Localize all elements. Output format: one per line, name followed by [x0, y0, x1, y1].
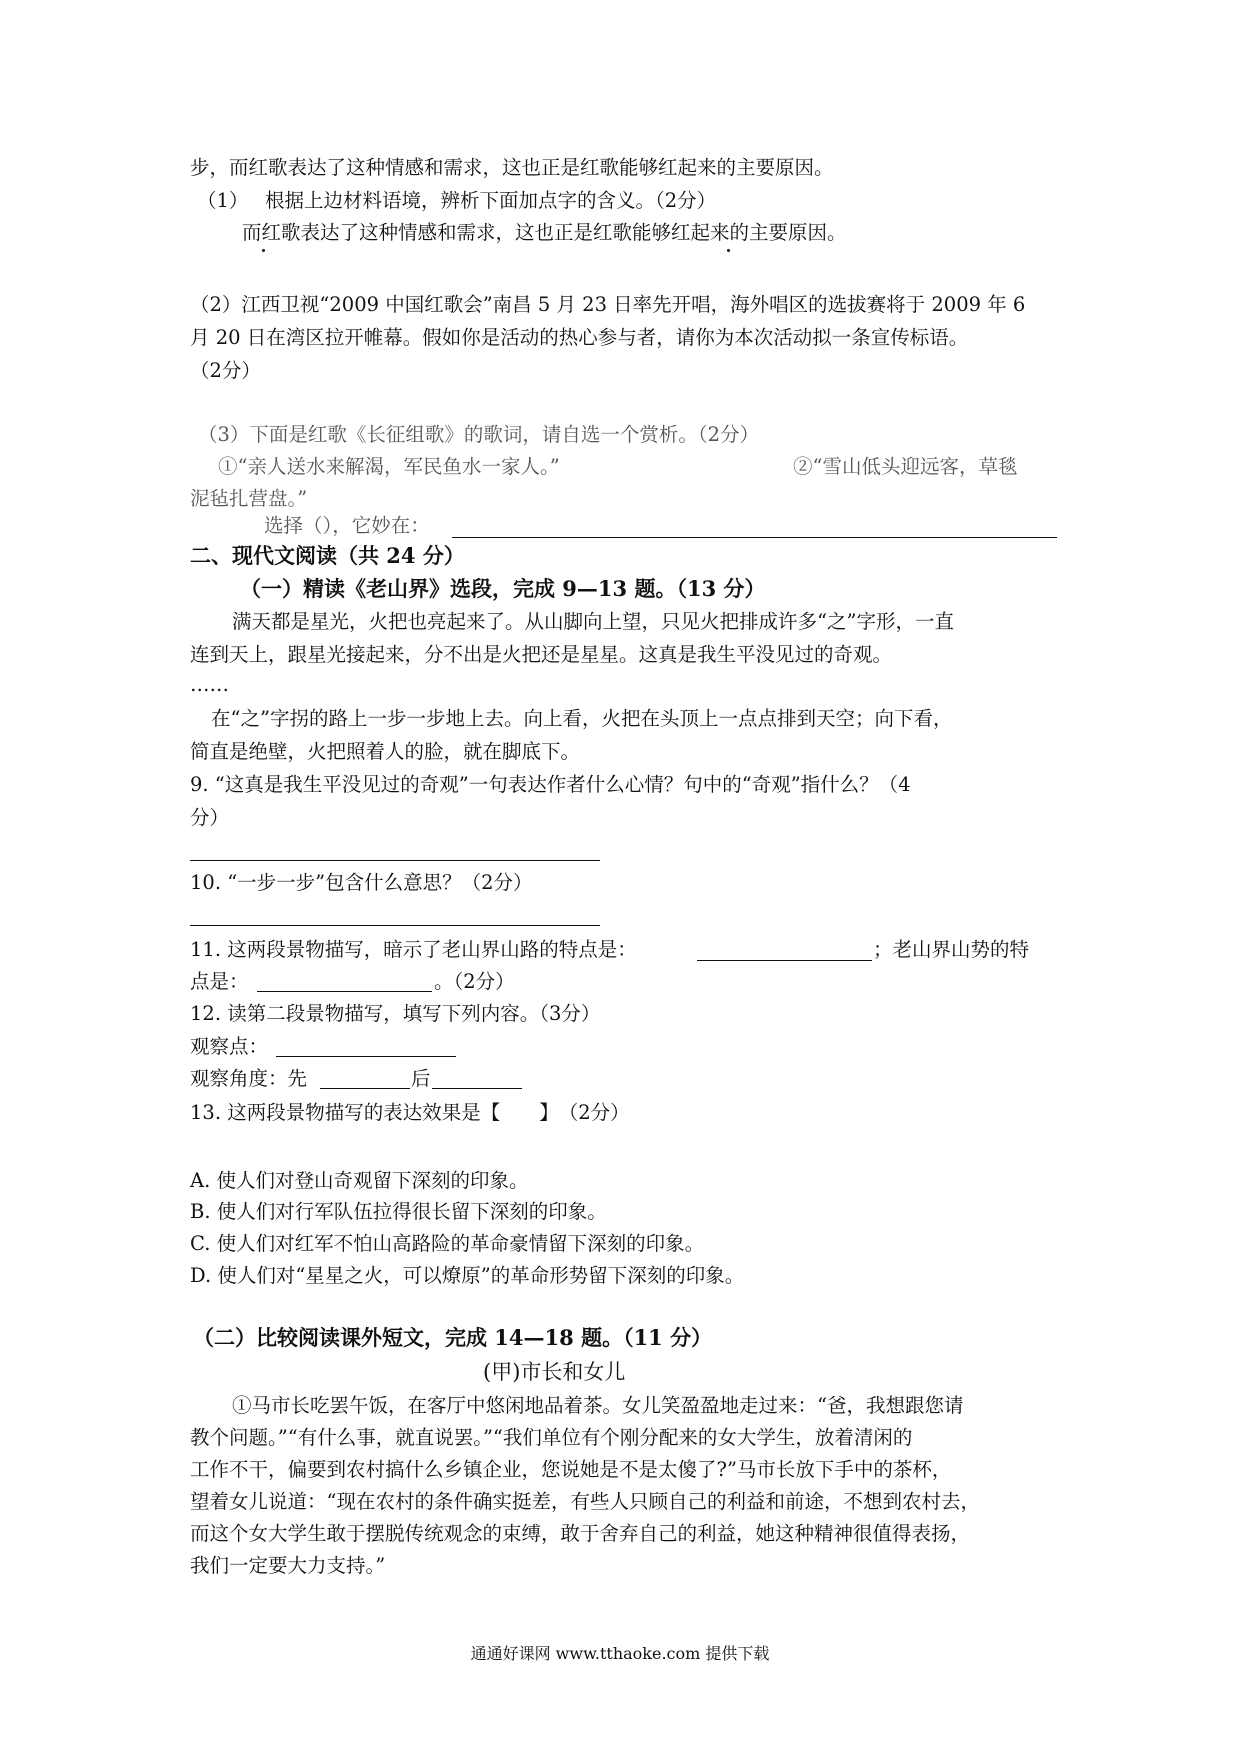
para2-line1: 在“之”字拐的路上一步一步地上去。向上看，火把在头顶上一点点排到天空；向下看，: [211, 707, 953, 730]
q1-sentence: 而红歌表达了这种情感和需求，这也正是红歌能够红起来的主要原因。: [242, 221, 847, 244]
emphasis-dot: [262, 249, 265, 252]
story-line1: ①马市长吃罢午饭，在客厅中悠闲地品着茶。女儿笑盈盈地走过来：“爸，我想跟您请: [232, 1394, 964, 1417]
q11-b: ；老山界山势的特: [873, 938, 1030, 961]
story-title: (甲)市长和女儿: [483, 1360, 626, 1384]
q1-label: （1）: [197, 189, 249, 212]
q10: 10. “一步一步”包含什么意思？（2分）: [190, 871, 533, 894]
q1-text: 根据上边材料语境，辨析下面加点字的含义。（2分）: [265, 189, 717, 212]
option-d: D. 使人们对“星星之火，可以燎原”的革命形势留下深刻的印象。: [190, 1264, 745, 1287]
part1-title: [240, 578, 766, 599]
answer-line: [190, 860, 600, 861]
q12: 12. 读第二段景物描写，填写下列内容。（3分）: [190, 1002, 601, 1025]
answer-line: [452, 537, 1057, 538]
para1-line1: 满天都是星光，火把也亮起来了。从山脚向上望，只见火把排成许多“之”字形，一直: [232, 610, 954, 633]
story-line4: 望着女儿说道：“现在农村的条件确实挺差，有些人只顾自己的利益和前途，不想到农村去，: [190, 1490, 980, 1513]
q12-obs-angle-b: 后: [411, 1067, 431, 1090]
answer-line: [257, 991, 432, 992]
answer-line: [320, 1088, 410, 1089]
section2-title: 二、现代文阅读（共 24 分）: [190, 543, 465, 568]
part1-title-a: （一）精读: [240, 576, 345, 601]
answer-line: [190, 925, 600, 926]
q11-d: 。（2分）: [434, 970, 515, 993]
para1-line2: 连到天上，跟星光接起来，分不出是火把还是星星。这真是我生平没见过的奇观。: [190, 643, 893, 666]
carry-line: 步，而红歌表达了这种情感和需求，这也正是红歌能够红起来的主要原因。: [190, 156, 834, 179]
emphasis-dot: [727, 249, 730, 252]
answer-line: [432, 1088, 522, 1089]
footer-credit: 通通好课网 www.tthaoke.com 提供下载: [470, 1644, 770, 1663]
story-line5: 而这个女大学生敢于摆脱传统观念的束缚，敢于舍弃自己的利益，她这种精神很值得表扬，: [190, 1522, 971, 1545]
option-a: A. 使人们对登山奇观留下深刻的印象。: [190, 1169, 529, 1192]
q12-obs-point: 观察点：: [190, 1035, 269, 1058]
story-line6: 我们一定要大力支持。”: [190, 1554, 386, 1577]
part1-title-b: 《老山界》选段，: [345, 576, 513, 601]
q11-c: 点是：: [190, 970, 249, 993]
story-line2: 教个问题。”“有什么事，就直说罢。”“我们单位有个刚分配来的女大学生，放着清闲的: [190, 1426, 913, 1449]
q3-select: 选择（），它妙在：: [264, 514, 430, 537]
q3-opt2: ②“雪山低头迎远客，草毯: [793, 455, 1018, 478]
q2-line1: （2）江西卫视“2009 中国红歌会”南昌 5 月 23 日率先开唱，海外唱区的选拔赛将于 2009 年 6: [190, 293, 1026, 316]
option-c: C. 使人们对红军不怕山高路险的革命豪情留下深刻的印象。: [190, 1232, 705, 1255]
q9-line1: 9. “这真是我生平没见过的奇观”一句表达作者什么心情？句中的“奇观”指什么？（4: [190, 773, 911, 796]
q9-line2: 分）: [190, 806, 230, 829]
q3-line1: （3）下面是红歌《长征组歌》的歌词，请自选一个赏析。（2分）: [198, 423, 760, 446]
para2-line2: 简直是绝壁，火把照着人的脸，就在脚底下。: [190, 740, 581, 763]
q12-obs-angle-a: 观察角度：先: [190, 1067, 308, 1090]
q11-a: 11. 这两段景物描写，暗示了老山界山路的特点是：: [190, 938, 637, 961]
part2-title: （二）比较阅读课外短文，完成 14—18 题。（11 分）: [193, 1325, 713, 1350]
option-b: B. 使人们对行军队伍拉得很长留下深刻的印象。: [190, 1200, 607, 1223]
answer-line: [276, 1056, 456, 1057]
q3-opt1: ①“亲人送水来解渴，军民鱼水一家人。”: [218, 455, 560, 478]
ellipsis: ……: [190, 673, 229, 696]
q2-line3: （2分）: [190, 359, 261, 382]
story-line3: 工作不干，偏要到农村搞什么乡镇企业，您说她是不是太傻了?”马市长放下手中的茶杯，: [190, 1458, 952, 1481]
q13: 13. 这两段景物描写的表达效果是【 】 （2分）: [190, 1101, 630, 1124]
q3-line3: 泥毡扎营盘。”: [190, 487, 308, 510]
part1-title-c: 完成 9—13 题。（13 分）: [513, 576, 766, 601]
q2-line2: 月 20 日在湾区拉开帷幕。假如你是活动的热心参与者，请你为本次活动拟一条宣传标语。: [190, 326, 969, 349]
answer-line: [697, 960, 872, 961]
